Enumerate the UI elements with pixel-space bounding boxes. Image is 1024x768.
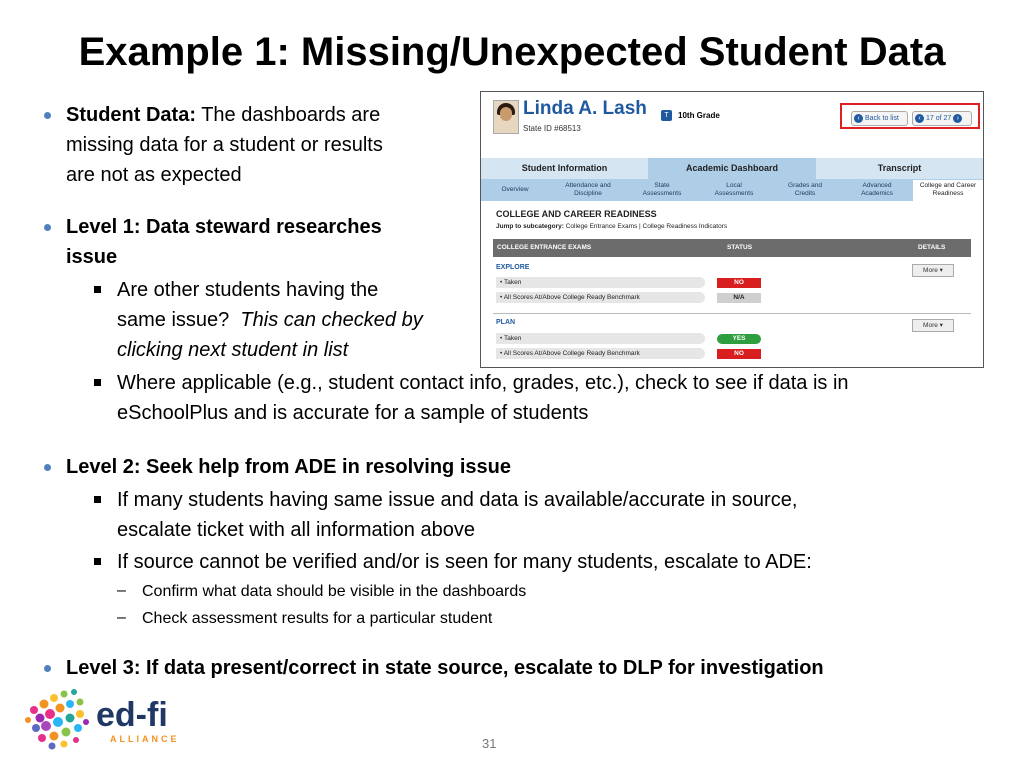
status-badge: N/A (717, 293, 761, 303)
subtab-local-assessments[interactable]: Local Assessments (714, 182, 754, 197)
ed-fi-logo (14, 670, 204, 754)
back-arrow-icon: ‹ (854, 114, 863, 123)
student-header (481, 92, 983, 152)
table-row: • Taken (496, 333, 705, 344)
tab-transcript[interactable]: Transcript (877, 163, 922, 173)
bullet-dot (44, 464, 51, 471)
status-badge: NO (717, 278, 761, 288)
logo-dots-icon (25, 689, 89, 750)
bullet-text: issue (66, 246, 118, 268)
bullet-text-italic: This can checked by (240, 309, 423, 331)
dash-marker: – (117, 582, 126, 599)
sub-bullet-square (94, 496, 101, 503)
bullet-text: missing data for a student or results (66, 134, 383, 156)
bullet-level-2 (66, 452, 966, 482)
table-row: • Taken (496, 277, 705, 288)
subtab-state-assessments[interactable]: State Assessments (642, 182, 682, 197)
sub-tabs (481, 179, 983, 201)
bullet-text: eSchoolPlus and is accurate for a sample of students (117, 402, 589, 424)
dashboard-screenshot (480, 91, 984, 368)
sub-bullet-square (94, 286, 101, 293)
jump-to-subcategory (496, 223, 727, 230)
bullet-text: Where applicable (e.g., student contact info, grades, etc.), check to see if data is in (117, 372, 849, 394)
subtab-college-career-readiness[interactable]: College and Career Readiness (913, 180, 983, 201)
col-details: DETAILS (918, 244, 946, 251)
section-title: COLLEGE AND CAREER READINESS (496, 209, 657, 219)
bullet-text-italic: clicking next student in list (117, 339, 349, 361)
jump-label: Jump to subcategory: (496, 223, 564, 230)
bullet-label: Student Data: (66, 104, 196, 126)
table-row: • All Scores At/Above College Ready Benchmark (496, 292, 705, 303)
state-id: State ID #68513 (523, 124, 581, 133)
sub-sub-bullet-check: Check assessment results for a particular student (142, 610, 493, 627)
more-dropdown[interactable]: More ▾ (912, 319, 954, 332)
sub-sub-bullet-confirm: Confirm what data should be visible in the dashboards (142, 583, 527, 600)
grade-level: 10th Grade (678, 111, 720, 120)
next-student-icon[interactable]: › (953, 114, 962, 123)
subtab-advanced-academics[interactable]: Advanced Academics (861, 182, 893, 197)
page-number: 31 (482, 736, 497, 751)
bullet-dot (44, 112, 51, 119)
bullet-level-1 (66, 212, 466, 272)
subtab-attendance-discipline[interactable]: Attendance and Discipline (565, 182, 611, 197)
slide-title: Example 1: Missing/Unexpected Student Data (78, 30, 946, 74)
back-to-list-label: Back to list (865, 115, 899, 122)
tab-student-information[interactable]: Student Information (521, 163, 608, 173)
table-header (493, 239, 971, 257)
logo-wordmark: ed-fi (96, 696, 168, 734)
sub-bullet-other-students (117, 275, 477, 365)
bullet-text: Level 2: Seek help from ADE in resolving issue (66, 456, 511, 478)
sub-bullet-where-applicable (117, 368, 997, 428)
student-pager[interactable] (912, 111, 972, 126)
bullet-text: If source cannot be verified and/or is seen for many students, escalate to ADE: (117, 551, 812, 573)
bullet-text: Level 3: If data present/correct in state source, escalate to DLP for investigation (66, 657, 824, 679)
status-badge: YES (717, 334, 761, 344)
subtab-grades-credits[interactable]: Grades and Credits (788, 182, 822, 197)
sub-bullet-many-students (117, 485, 997, 545)
sub-bullet-source-unverified (117, 547, 997, 577)
bullet-text: escalate ticket with all information above (117, 519, 475, 541)
bullet-text: The dashboards are (201, 104, 381, 126)
student-name: Linda A. Lash (523, 98, 647, 119)
group-explore: EXPLORE (496, 264, 530, 271)
dash-marker: – (117, 609, 126, 626)
grade-badge: T (661, 110, 672, 121)
status-badge: NO (717, 349, 761, 359)
bullet-dot (44, 224, 51, 231)
col-exams: COLLEGE ENTRANCE EXAMS (497, 244, 592, 251)
bullet-text: Are other students having the (117, 279, 379, 301)
student-nav-highlight (840, 103, 980, 129)
logo-tagline: ALLIANCE (110, 734, 180, 744)
table-row: • All Scores At/Above College Ready Benchmark (496, 348, 705, 359)
bullet-text: Level 1: Data steward researches (66, 216, 382, 238)
back-to-list-button[interactable] (851, 111, 908, 126)
bullet-student-data (66, 100, 466, 190)
bullet-text: are not as expected (66, 164, 242, 186)
more-dropdown[interactable]: More ▾ (912, 264, 954, 277)
student-photo (493, 100, 519, 134)
tab-academic-dashboard[interactable]: Academic Dashboard (648, 158, 816, 179)
main-tabs (481, 158, 983, 179)
pager-position: 17 of 27 (926, 115, 952, 122)
sub-bullet-square (94, 558, 101, 565)
group-plan: PLAN (496, 319, 516, 326)
bullet-text: same issue? (117, 309, 230, 331)
sub-bullet-square (94, 379, 101, 386)
divider (493, 313, 971, 314)
prev-student-icon[interactable]: ‹ (915, 114, 924, 123)
subtab-overview[interactable]: Overview (501, 186, 529, 193)
bullet-text: If many students having same issue and data is available/accurate in source, (117, 489, 798, 511)
jump-links[interactable]: College Entrance Exams | College Readiness Indicators (565, 223, 728, 230)
col-status: STATUS (727, 244, 753, 251)
